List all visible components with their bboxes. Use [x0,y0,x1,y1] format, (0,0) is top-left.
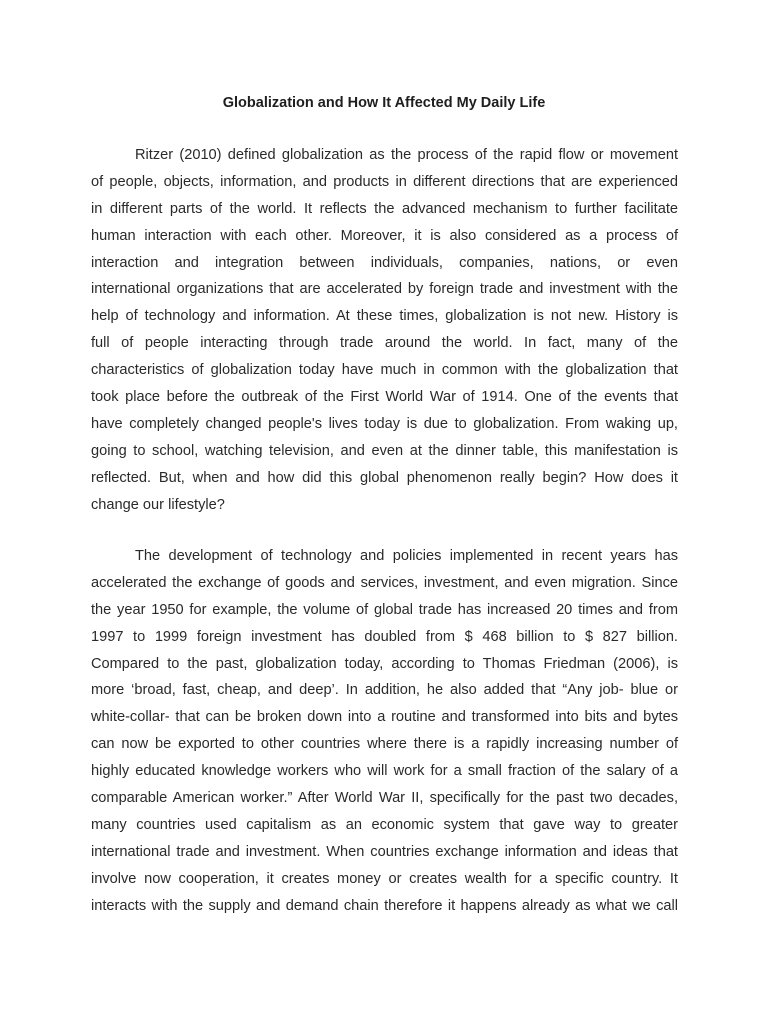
document-title: Globalization and How It Affected My Daily Life [222,95,546,111]
text-line: human interaction with each other. Moreover, it is also considered as a process of [91,227,678,244]
paragraph-2 [91,543,678,919]
text-line: international trade and investment. When countries exchange information and ideas that [91,843,678,860]
text-line: 1997 to 1999 foreign investment has doubled from $ 468 billion to $ 827 billion. [91,628,678,645]
text-line: accelerated the exchange of goods and services, investment, and even migration. Since [91,574,678,591]
text-line: can now be exported to other countries where there is a rapidly increasing number of [91,736,678,753]
text-line: reflected. But, when and how did this global phenomenon really begin? How does it [91,469,678,486]
text-line: characteristics of globalization today have much in common with the globalization that [91,362,678,379]
text-line: change our lifestyle? [91,496,225,513]
text-line [91,543,678,570]
text-line: many countries used capitalism as an economic system that gave way to greater [91,816,678,833]
paragraph-1 [91,142,678,518]
text-line [91,142,678,169]
text-line: white-collar- that can be broken down into a routine and transformed into bits and bytes [91,709,678,726]
text-line: interacts with the supply and demand chain therefore it happens already as what we call [91,897,678,914]
line-text: The development of technology and policies implemented in recent years has [135,548,678,564]
text-line: in different parts of the world. It reflects the advanced mechanism to further facilitate [91,200,678,217]
line-text: Ritzer (2010) defined globalization as the process of the rapid flow or movement [135,147,678,163]
text-line: international organizations that are accelerated by foreign trade and investment with the [91,281,678,298]
text-line: interaction and integration between individuals, companies, nations, or even [91,254,678,271]
text-line: Compared to the past, globalization today, according to Thomas Friedman (2006), is [91,655,678,672]
text-line: more ‘broad, fast, cheap, and deep’. In addition, he also added that “Any job- blue or [91,682,678,699]
text-line: took place before the outbreak of the First World War of 1914. One of the events that [91,389,678,406]
text-line: help of technology and information. At these times, globalization is not new. History is [91,308,678,325]
text-line: of people, objects, information, and products in different directions that are experienced [91,173,678,190]
text-line: the year 1950 for example, the volume of global trade has increased 20 times and from [91,601,678,618]
text-line: comparable American worker.” After World War II, specifically for the past two decades, [91,790,678,807]
text-line: have completely changed people's lives today is due to globalization. From waking up, [91,415,678,432]
text-line: going to school, watching television, and even at the dinner table, this manifestation is [91,442,678,459]
text-line: full of people interacting through trade around the world. In fact, many of the [91,335,678,352]
text-line: involve now cooperation, it creates money or creates wealth for a specific country. It [91,870,678,887]
text-line: highly educated knowledge workers who will work for a small fraction of the salary of a [91,763,678,780]
